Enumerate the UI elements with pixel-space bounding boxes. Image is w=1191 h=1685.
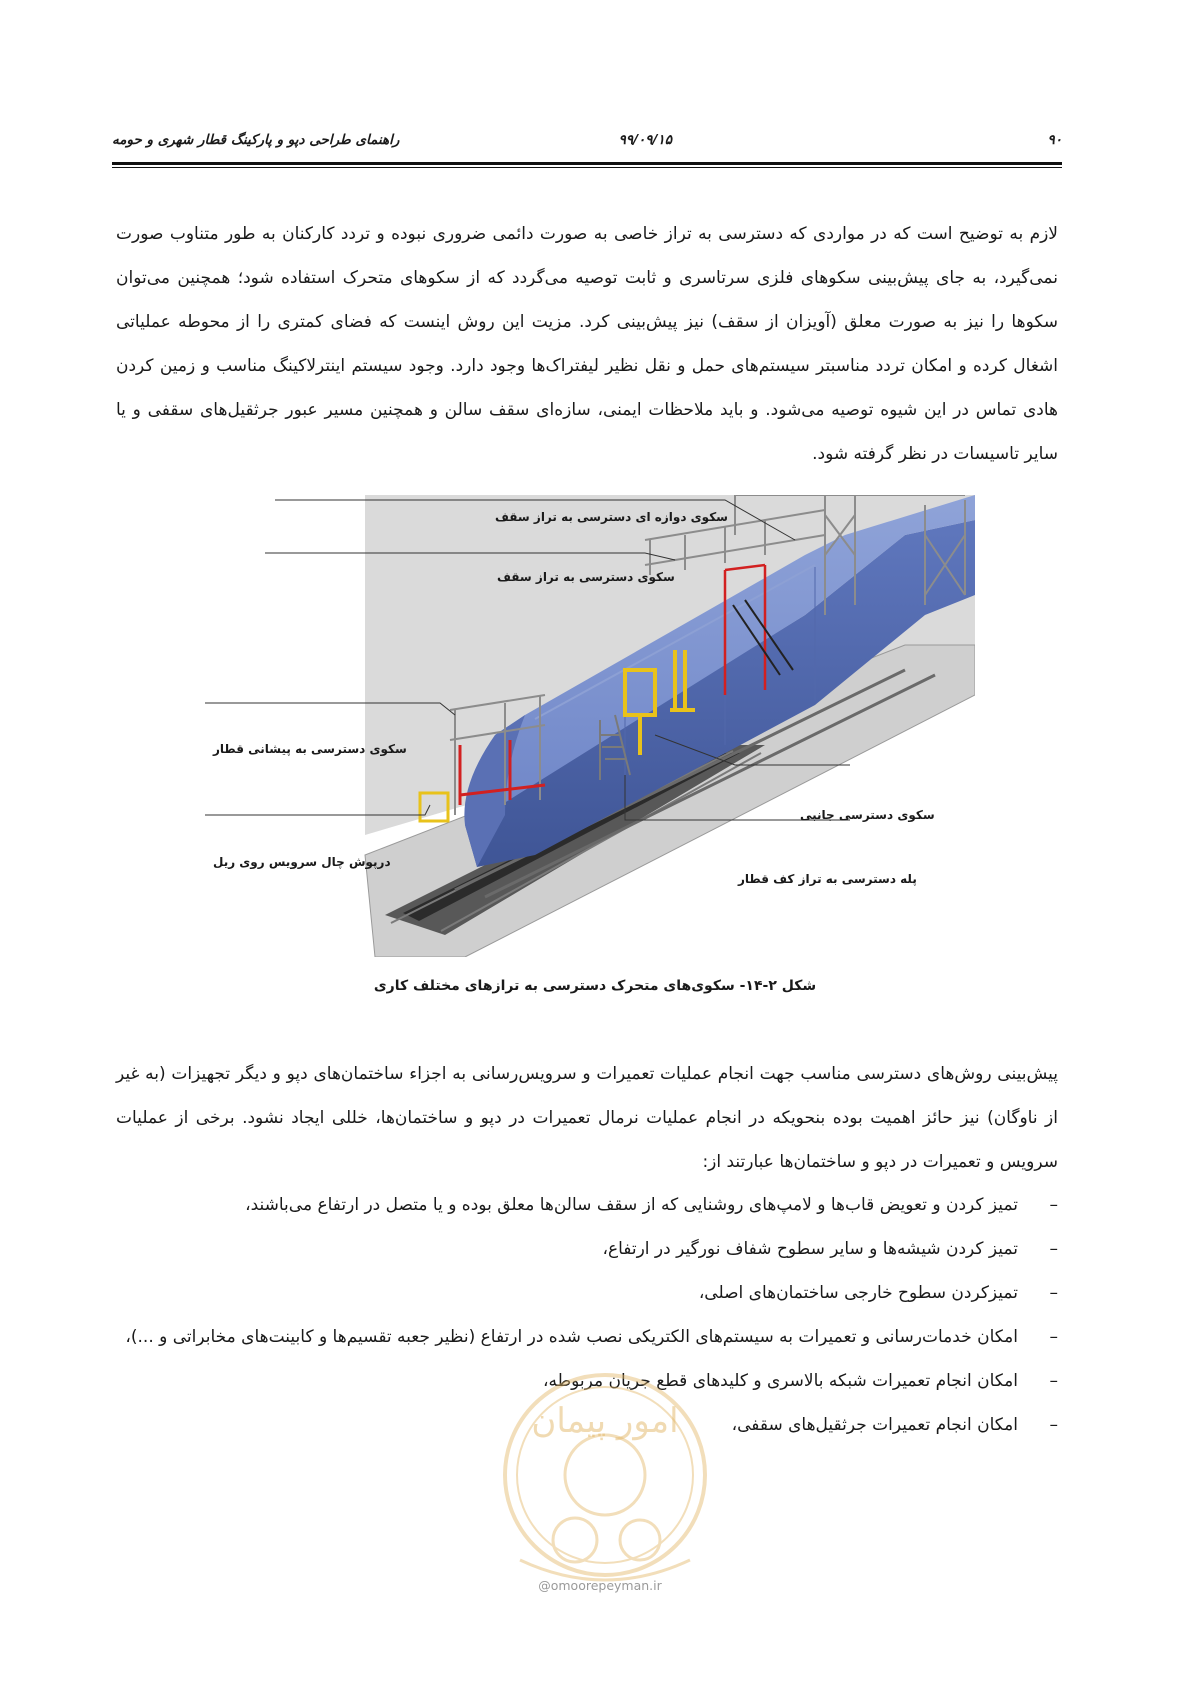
list-item: – تمیزکردن سطوح خارجی ساختمان‌های اصلی، [116,1271,1058,1315]
maintenance-list [116,1183,1058,1447]
label-front-access: سکوی دسترسی به پیشانی قطار [213,742,407,756]
dash-bullet: – [1049,1327,1058,1347]
watermark-site: @omoorepeyman.ir [538,1578,662,1593]
seal-lettering: امور پیمان [531,1401,679,1441]
header-date: ۹۹/۰۹/۱۵ [618,132,672,148]
header-rule-thick [112,162,1062,165]
header-title: راهنمای طراحی دپو و پارکینگ قطار شهری و حومه [112,132,400,148]
page-number: ۹۰ [1047,132,1062,148]
list-item: – امکان انجام تعمیرات جرثقیل‌های سقفی، [116,1403,1058,1447]
figure-mobile-access-platforms [205,495,975,957]
list-item: – تمیز کردن و تعویض قاب‌ها و لامپ‌های روشنایی که از سقف سالن‌ها معلق بوده و یا متصل در ارتفاع می‌باشند، [116,1183,1058,1227]
dash-bullet: – [1049,1415,1058,1435]
list-item: – امکان خدمات‌رسانی و تعمیرات به سیستم‌های الکتریکی نصب شده در ارتفاع (نظیر جعبه تقسیم‌ها و کابینت‌های مخابراتی و ...)، [116,1315,1058,1359]
label-floor-stairs: پله دسترسی به تراز کف قطار [738,872,917,886]
paragraph-1: لازم به توضیح است که در مواردی که دسترسی به تراز خاصی به صورت دائمی ضروری نبوده و تردد کارکنان به طور متناوب صورت نمی‌گیرد، به جای پیش‌بینی سکوهای فلزی سرتاسری و ثابت توصیه می‌گردد که از سکوهای متحرک استفاده شود؛ همچنین می‌توان سکوها را نیز به صورت معلق (آویزان از سقف) نیز پیش‌بینی کرد. مزیت این روش اینست که فضای کمتری را از محوطه عملیاتی اشغال کرده و امکان تردد مناسبتر سیستم‌های حمل و نقل نظیر لیفتراک‌ها وجود دارد. وجود سیستم اینترلاکینگ مناسب و زمین کردن هادی تماس در این شیوه توصیه می‌شود. و باید ملاحظات ایمنی، سازه‌ای سقف سالن و همچنین مسیر عبور جرثقیل‌های سقفی و یا سایر تاسیسات در نظر گرفته شود. [116,224,1058,464]
dash-bullet: – [1049,1239,1058,1259]
list-item: – تمیز کردن شیشه‌ها و سایر سطوح شفاف نورگیر در ارتفاع، [116,1227,1058,1271]
label-roof-access: سکوی دسترسی به تراز سقف [497,570,675,584]
figure-caption: شکل ۲-۱۴- سکوی‌های متحرک دسترسی به ترازهای مختلف کاری [373,978,817,994]
label-pit-cover: درپوش چال سرویس روی ریل [213,855,391,869]
list-item: – امکان انجام تعمیرات شبکه بالاسری و کلیدهای قطع جریان مربوطه، [116,1359,1058,1403]
running-header [112,132,1062,154]
dash-bullet: – [1049,1283,1058,1303]
paragraph-2: پیش‌بینی روش‌های دسترسی مناسب جهت انجام عملیات تعمیرات و سرویس‌رسانی به اجزاء ساختمان‌های دپو و دیگر تجهیزات (به غیر از ناوگان) نیز حائز اهمیت بوده بنحویکه در انجام عملیات نرمال تعمیرات در دپو و ساختمان‌ها، خللی ایجاد نشود. برخی از عملیات سرویس و تعمیرات در دپو و ساختمان‌ها عبارتند از: [116,1064,1058,1172]
label-overhead-gantry: سکوی دوازه ای دسترسی به تراز سقف [495,510,728,524]
dash-bullet: – [1049,1195,1058,1215]
dash-bullet: – [1049,1371,1058,1391]
label-side-access: سکوی دسترسی جانبی [800,808,935,822]
header-rule-thin [112,167,1062,168]
